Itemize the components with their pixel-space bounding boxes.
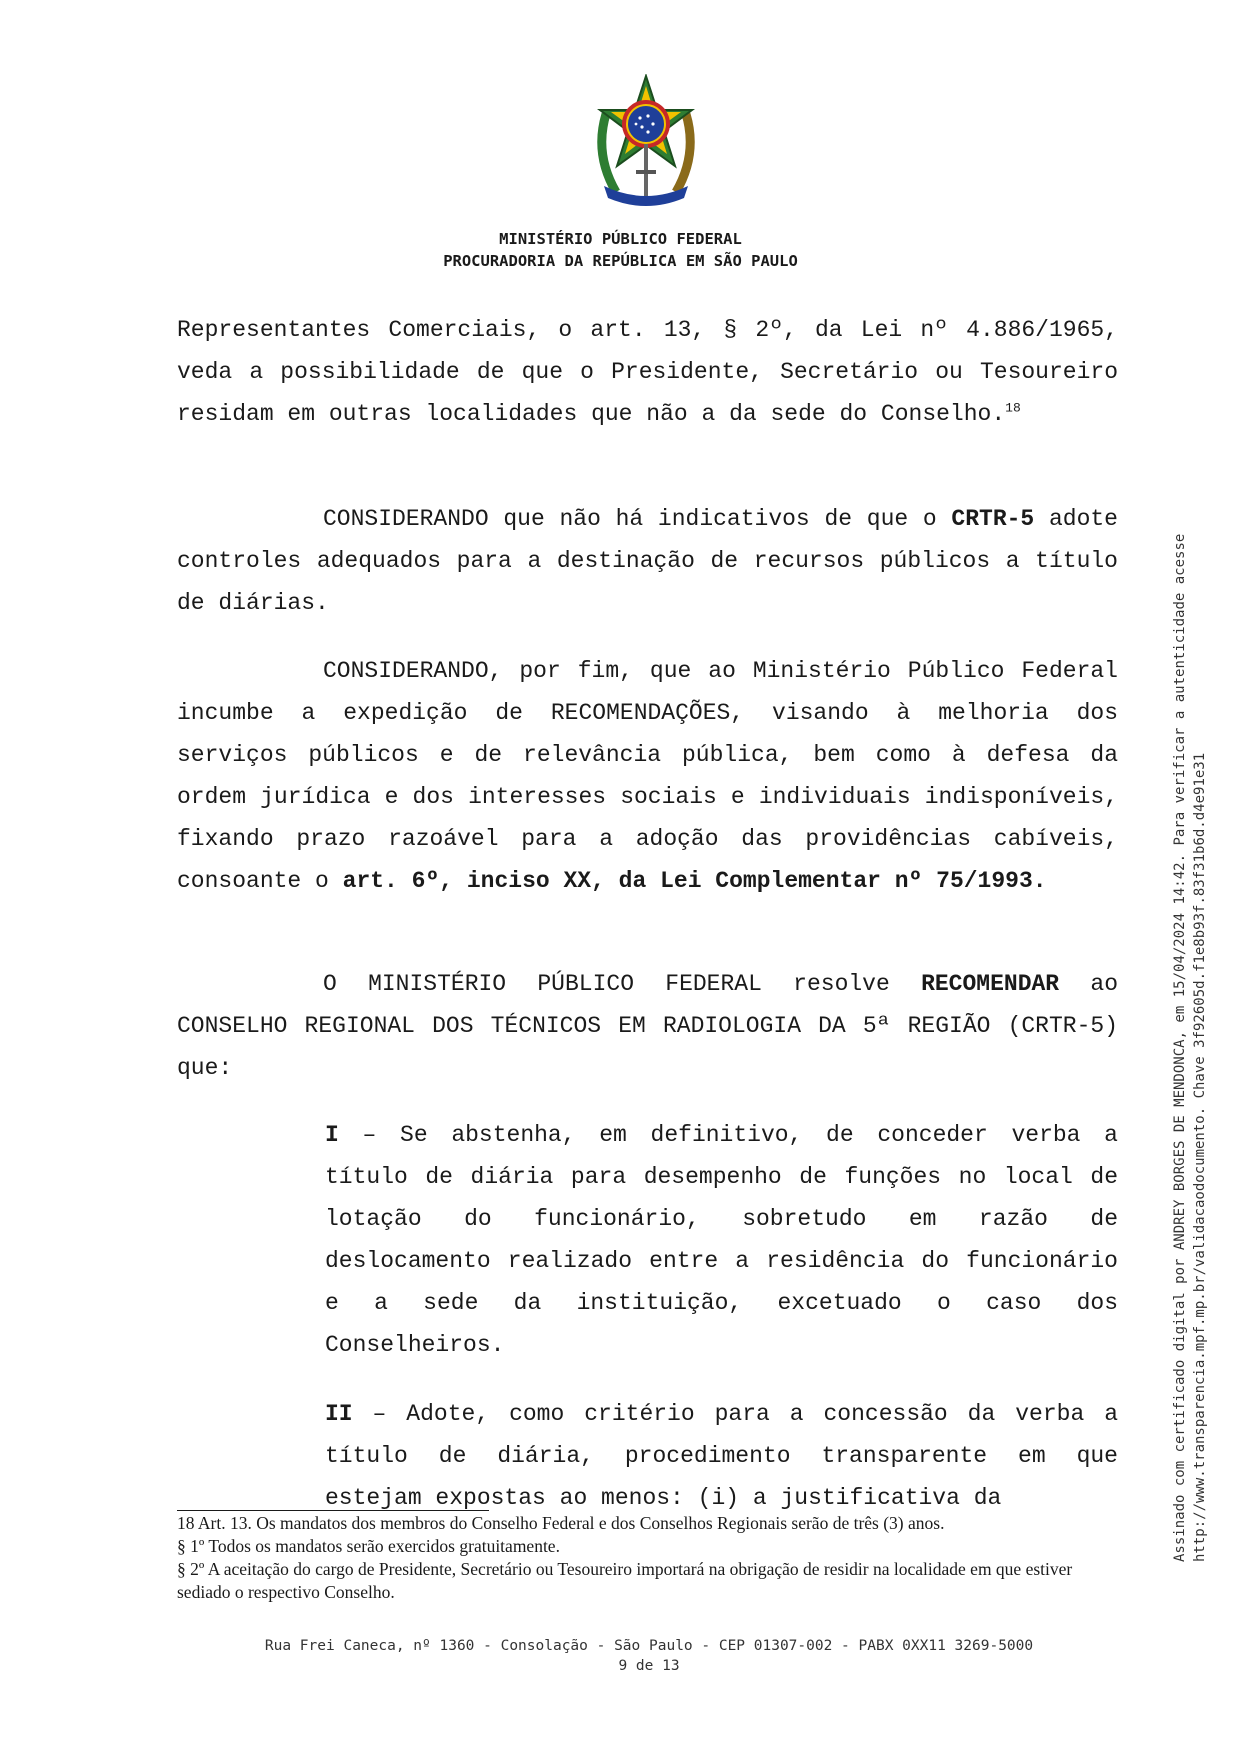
recommendation-item-1	[325, 1114, 1118, 1366]
paragraph-considerando-crtr	[177, 498, 1118, 624]
item-label: I	[325, 1122, 339, 1148]
bold-text: RECOMENDAR	[921, 971, 1060, 997]
paragraph-text: CONSIDERANDO, por fim, que ao Ministério Público Federal incumbe a expedição de RECOMENDAÇÕES, visando à melhoria dos serviços públicos e de relevância pública, bem como à defesa da ordem jurídica e dos interesses sociais e individuais indisponíveis, fixando prazo razoável para a adoção das providências cabíveis, consoante o	[177, 658, 1118, 894]
footnote-line: § 2º A aceitação do cargo de Presidente, Secretário ou Tesoureiro importará na obrigação de residir na localidade em que estiver sediado o respectivo Conselho.	[177, 1559, 1073, 1602]
footnote-separator	[177, 1510, 489, 1511]
paragraph-text: adote controles adequados para a destinação de recursos públicos a título de diárias.	[177, 506, 1118, 616]
item-text: – Se abstenha, em definitivo, de conceder verba a título de diária para desempenho de funções no local de lotação do funcionário, sobretudo em razão de deslocamento realizado entre a residência do funcionário e a sede da instituição, excetuado o caso dos Conselheiros.	[325, 1122, 1118, 1358]
paragraph-text: O MINISTÉRIO PÚBLICO FEDERAL resolve	[323, 971, 922, 997]
header-procuradoria: PROCURADORIA DA REPÚBLICA EM SÃO PAULO	[443, 252, 798, 270]
footnote-line: § 1º Todos os mandatos serão exercidos gratuitamente.	[177, 1536, 560, 1556]
header-ministry: MINISTÉRIO PÚBLICO FEDERAL	[499, 230, 742, 248]
letterhead	[0, 228, 1241, 272]
paragraph-text: ao CONSELHO REGIONAL DOS TÉCNICOS EM RADIOLOGIA DA 5ª REGIÃO (CRTR-5) que:	[177, 971, 1118, 1081]
paragraph-text: CONSIDERANDO que não há indicativos de que o	[323, 506, 952, 532]
page-footer	[0, 1636, 1241, 1676]
page-number: 9 de 13	[618, 1658, 680, 1674]
recommendation-item-2	[325, 1393, 1118, 1519]
bold-text: art. 6º, inciso XX, da Lei Complementar nº 75/1993.	[342, 868, 1047, 894]
signature-line: Assinado com certificado digital por ANDREY BORGES DE MENDONCA, em 15/04/2024 14:42. Para verificar a autenticidade acesse	[1172, 533, 1188, 1562]
paragraph-representantes	[177, 309, 1118, 435]
paragraph-considerando-mpf	[177, 650, 1118, 902]
signature-verification-link[interactable]: http://www.transparencia.mpf.mp.br/validacaodocumento. Chave 3f92605d.f1e8b93f.83f31b6d.d4e91e31	[1192, 752, 1208, 1562]
paragraph-resolve	[177, 963, 1118, 1089]
bold-text: CRTR-5	[951, 506, 1035, 532]
footer-address: Rua Frei Caneca, nº 1360 - Consolação - São Paulo - CEP 01307-002 - PABX 0XX11 3269-5000	[264, 1638, 1034, 1654]
paragraph-text: Representantes Comerciais, o art. 13, § 2º, da Lei nº 4.886/1965, veda a possibilidade de que o Presidente, Secretário ou Tesoureiro residam em outras localidades que não a da sede do Conselho.	[177, 317, 1118, 427]
footnote-reference[interactable]: 18	[1005, 400, 1021, 416]
item-label: II	[325, 1401, 353, 1427]
footnote-line: 18 Art. 13. Os mandatos dos membros do Conselho Federal e dos Conselhos Regionais serão de três (3) anos.	[177, 1513, 945, 1533]
coat-of-arms-emblem	[586, 74, 706, 214]
digital-signature-stamp	[1170, 362, 1226, 1562]
footnote-18	[177, 1512, 1122, 1604]
item-text: – Adote, como critério para a concessão da verba a título de diária, procedimento transparente em que estejam expostas ao menos: (i) a justificativa da	[325, 1401, 1118, 1511]
